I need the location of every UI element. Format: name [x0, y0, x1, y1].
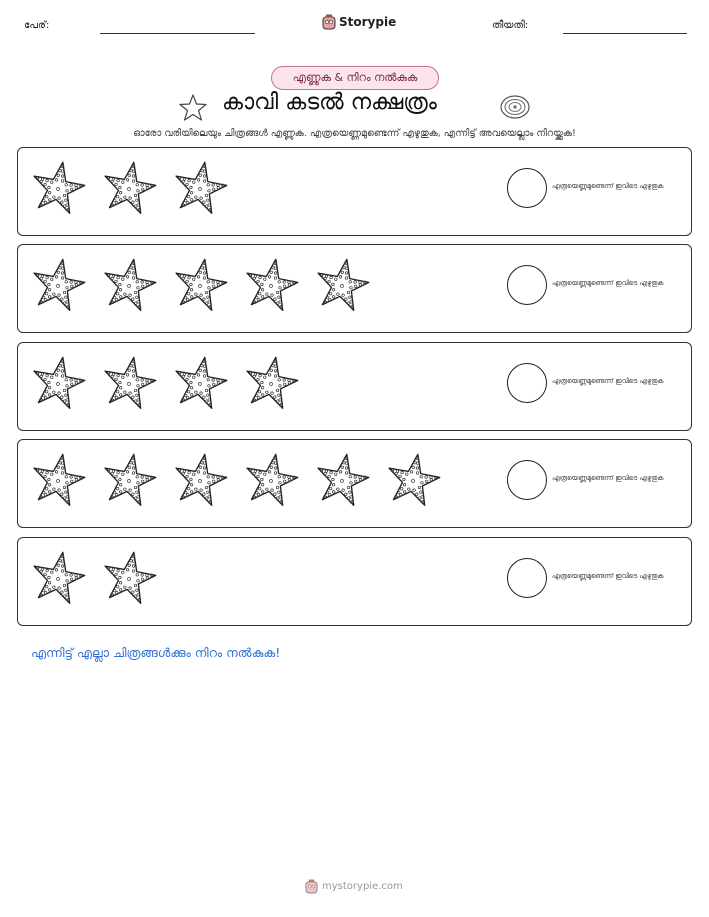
answer-circle[interactable]: [507, 265, 547, 305]
starfish-icon: [171, 159, 229, 217]
starfish-icon: [29, 549, 87, 607]
count-row-3: [17, 342, 692, 431]
answer-hint: എത്രയെണ്ണമുണ്ടെന്ന് ഇവിടെ എഴുതുക: [552, 182, 664, 190]
star-group: [29, 354, 300, 414]
count-row-5: [17, 537, 692, 626]
starfish-icon: [242, 451, 300, 509]
starfish-icon: [29, 451, 87, 509]
starfish-icon: [29, 159, 87, 217]
brand-name: Storypie: [339, 15, 397, 29]
starfish-outline-icon: [177, 93, 209, 123]
count-row-4: [17, 439, 692, 528]
instructions-text: ഓരോ വരിയിലെയും ചിത്രങ്ങൾ എണ്ണുക. എത്രയെണ്ണമുണ്ടെന്ന് എഴുതുക, എന്നിട്ട് അവയെല്ലാം നിറയ്ക്കുക!: [133, 128, 576, 139]
answer-circle[interactable]: [507, 363, 547, 403]
date-label: തീയതി:: [492, 20, 529, 31]
answer-circle[interactable]: [507, 558, 547, 598]
star-group: [29, 451, 442, 511]
brand-logo: [322, 14, 396, 30]
storypie-mascot-icon: [305, 879, 318, 894]
starfish-icon: [171, 256, 229, 314]
starfish-icon: [100, 256, 158, 314]
title-row: [0, 90, 709, 126]
starfish-icon: [171, 451, 229, 509]
starfish-icon: [100, 159, 158, 217]
name-field-line[interactable]: [100, 33, 255, 34]
worksheet-header: [0, 14, 709, 38]
starfish-icon: [100, 549, 158, 607]
footer: [305, 879, 403, 894]
starfish-icon: [313, 451, 371, 509]
star-group: [29, 256, 371, 316]
starfish-icon: [29, 256, 87, 314]
count-row-2: [17, 244, 692, 333]
footer-url[interactable]: mystorypie.com: [322, 881, 403, 892]
coloring-instruction: എന്നിട്ട് എല്ലാ ചിത്രങ്ങൾക്കും നിറം നൽകുക!: [31, 645, 281, 660]
starfish-icon: [171, 354, 229, 412]
shell-icon: [498, 92, 532, 122]
page-title: കാവി കടൽ നക്ഷത്രം: [222, 90, 437, 115]
starfish-icon: [29, 354, 87, 412]
starfish-icon: [313, 256, 371, 314]
name-label: പേര്:: [24, 20, 50, 31]
answer-hint: എത്രയെണ്ണമുണ്ടെന്ന് ഇവിടെ എഴുതുക: [552, 572, 664, 580]
starfish-icon: [384, 451, 442, 509]
starfish-icon: [100, 354, 158, 412]
answer-hint: എത്രയെണ്ണമുണ്ടെന്ന് ഇവിടെ എഴുതുക: [552, 474, 664, 482]
count-row-1: [17, 147, 692, 236]
starfish-icon: [242, 256, 300, 314]
star-group: [29, 549, 158, 609]
star-group: [29, 159, 229, 219]
answer-hint: എത്രയെണ്ണമുണ്ടെന്ന് ഇവിടെ എഴുതുക: [552, 279, 664, 287]
starfish-icon: [100, 451, 158, 509]
answer-circle[interactable]: [507, 168, 547, 208]
storypie-mascot-icon: [322, 14, 336, 30]
date-field-line[interactable]: [563, 33, 687, 34]
starfish-icon: [242, 354, 300, 412]
answer-hint: എത്രയെണ്ണമുണ്ടെന്ന് ഇവിടെ എഴുതുക: [552, 377, 664, 385]
answer-circle[interactable]: [507, 460, 547, 500]
activity-badge: എണ്ണുക & നിറം നൽകുക: [271, 66, 439, 90]
